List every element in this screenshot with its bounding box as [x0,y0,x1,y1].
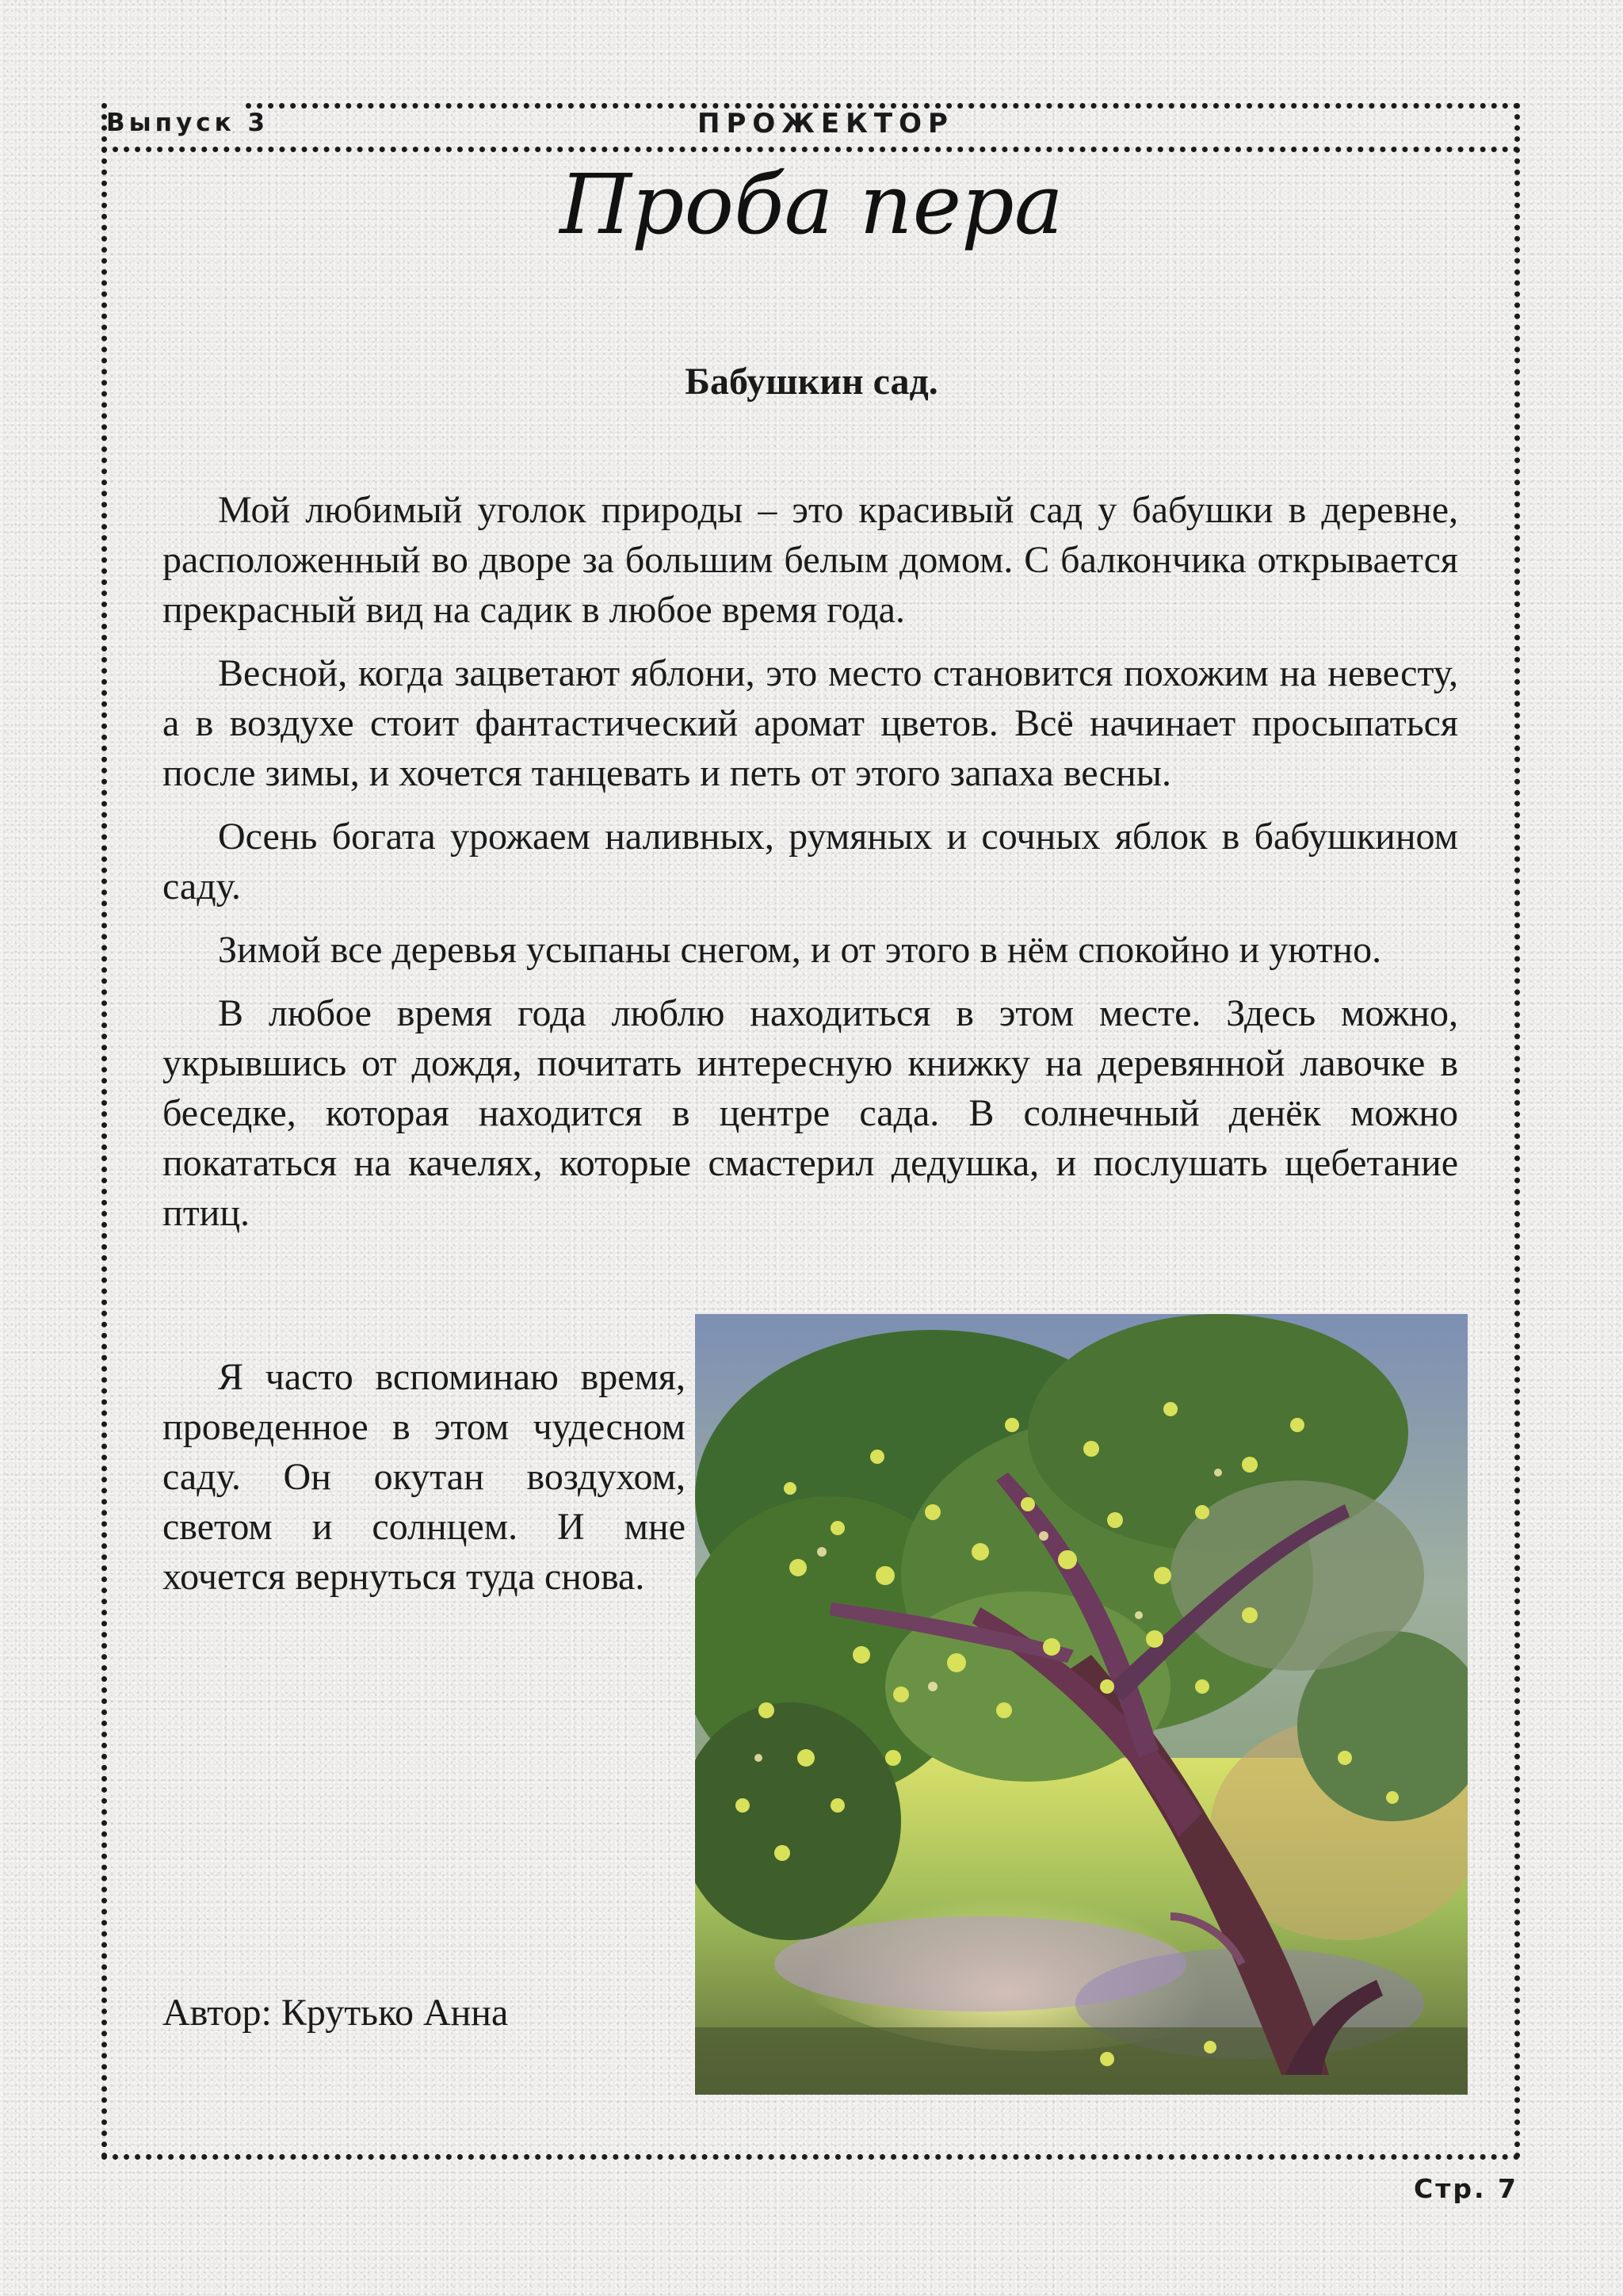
section-title: Проба пера [559,156,1064,253]
paragraph: В любое время года люблю находиться в этом месте. Здесь можно, укрывшись от дождя, почитать интересную книжку на деревянной лавочке в беседке, которая находится в центре сада. В солнечный денёк можно покататься на качелях, которые смастерил дедушка, и послушать щебетание птиц. [162,992,1458,1234]
page-number: Стр. 7 [1414,2173,1518,2204]
newspaper-title: ПРОЖЕКТОР [697,108,954,139]
apple-tree-painting [695,1314,1468,2095]
issue-label: Выпуск 3 [106,109,269,137]
header-divider [101,147,1520,152]
paragraph: Осень богата урожаем наливных, румяных и сочных яблок в бабушкином саду. [162,816,1458,907]
paragraph: Я часто вспоминаю время, проведенное в этом чудесном саду. Он окутан воздухом, светом и солнцем. И мне хочется вернуться туда снова. [162,1356,685,1598]
closing-text [162,1352,685,1602]
paragraph: Зимой все деревья усыпаны снегом, и от этого в нём спокойно и уютно. [218,929,1382,971]
article-body [162,485,1458,1251]
author-line: Автор: Крутько Анна [162,1992,509,2034]
paragraph: Мой любимый уголок природы – это красивый сад у бабушки в деревне, расположенный во дворе за большим белым домом. С балкончика открывается прекрасный вид на садик в любое время года. [162,489,1458,631]
article-title: Бабушкин сад. [685,361,938,403]
paragraph: Весной, когда зацветают яблони, это место становится похожим на невесту, а в воздухе стоит фантастический аромат цветов. Всё начинает просыпаться после зимы, и хочется танцевать и петь от этого запаха весны. [162,652,1458,794]
